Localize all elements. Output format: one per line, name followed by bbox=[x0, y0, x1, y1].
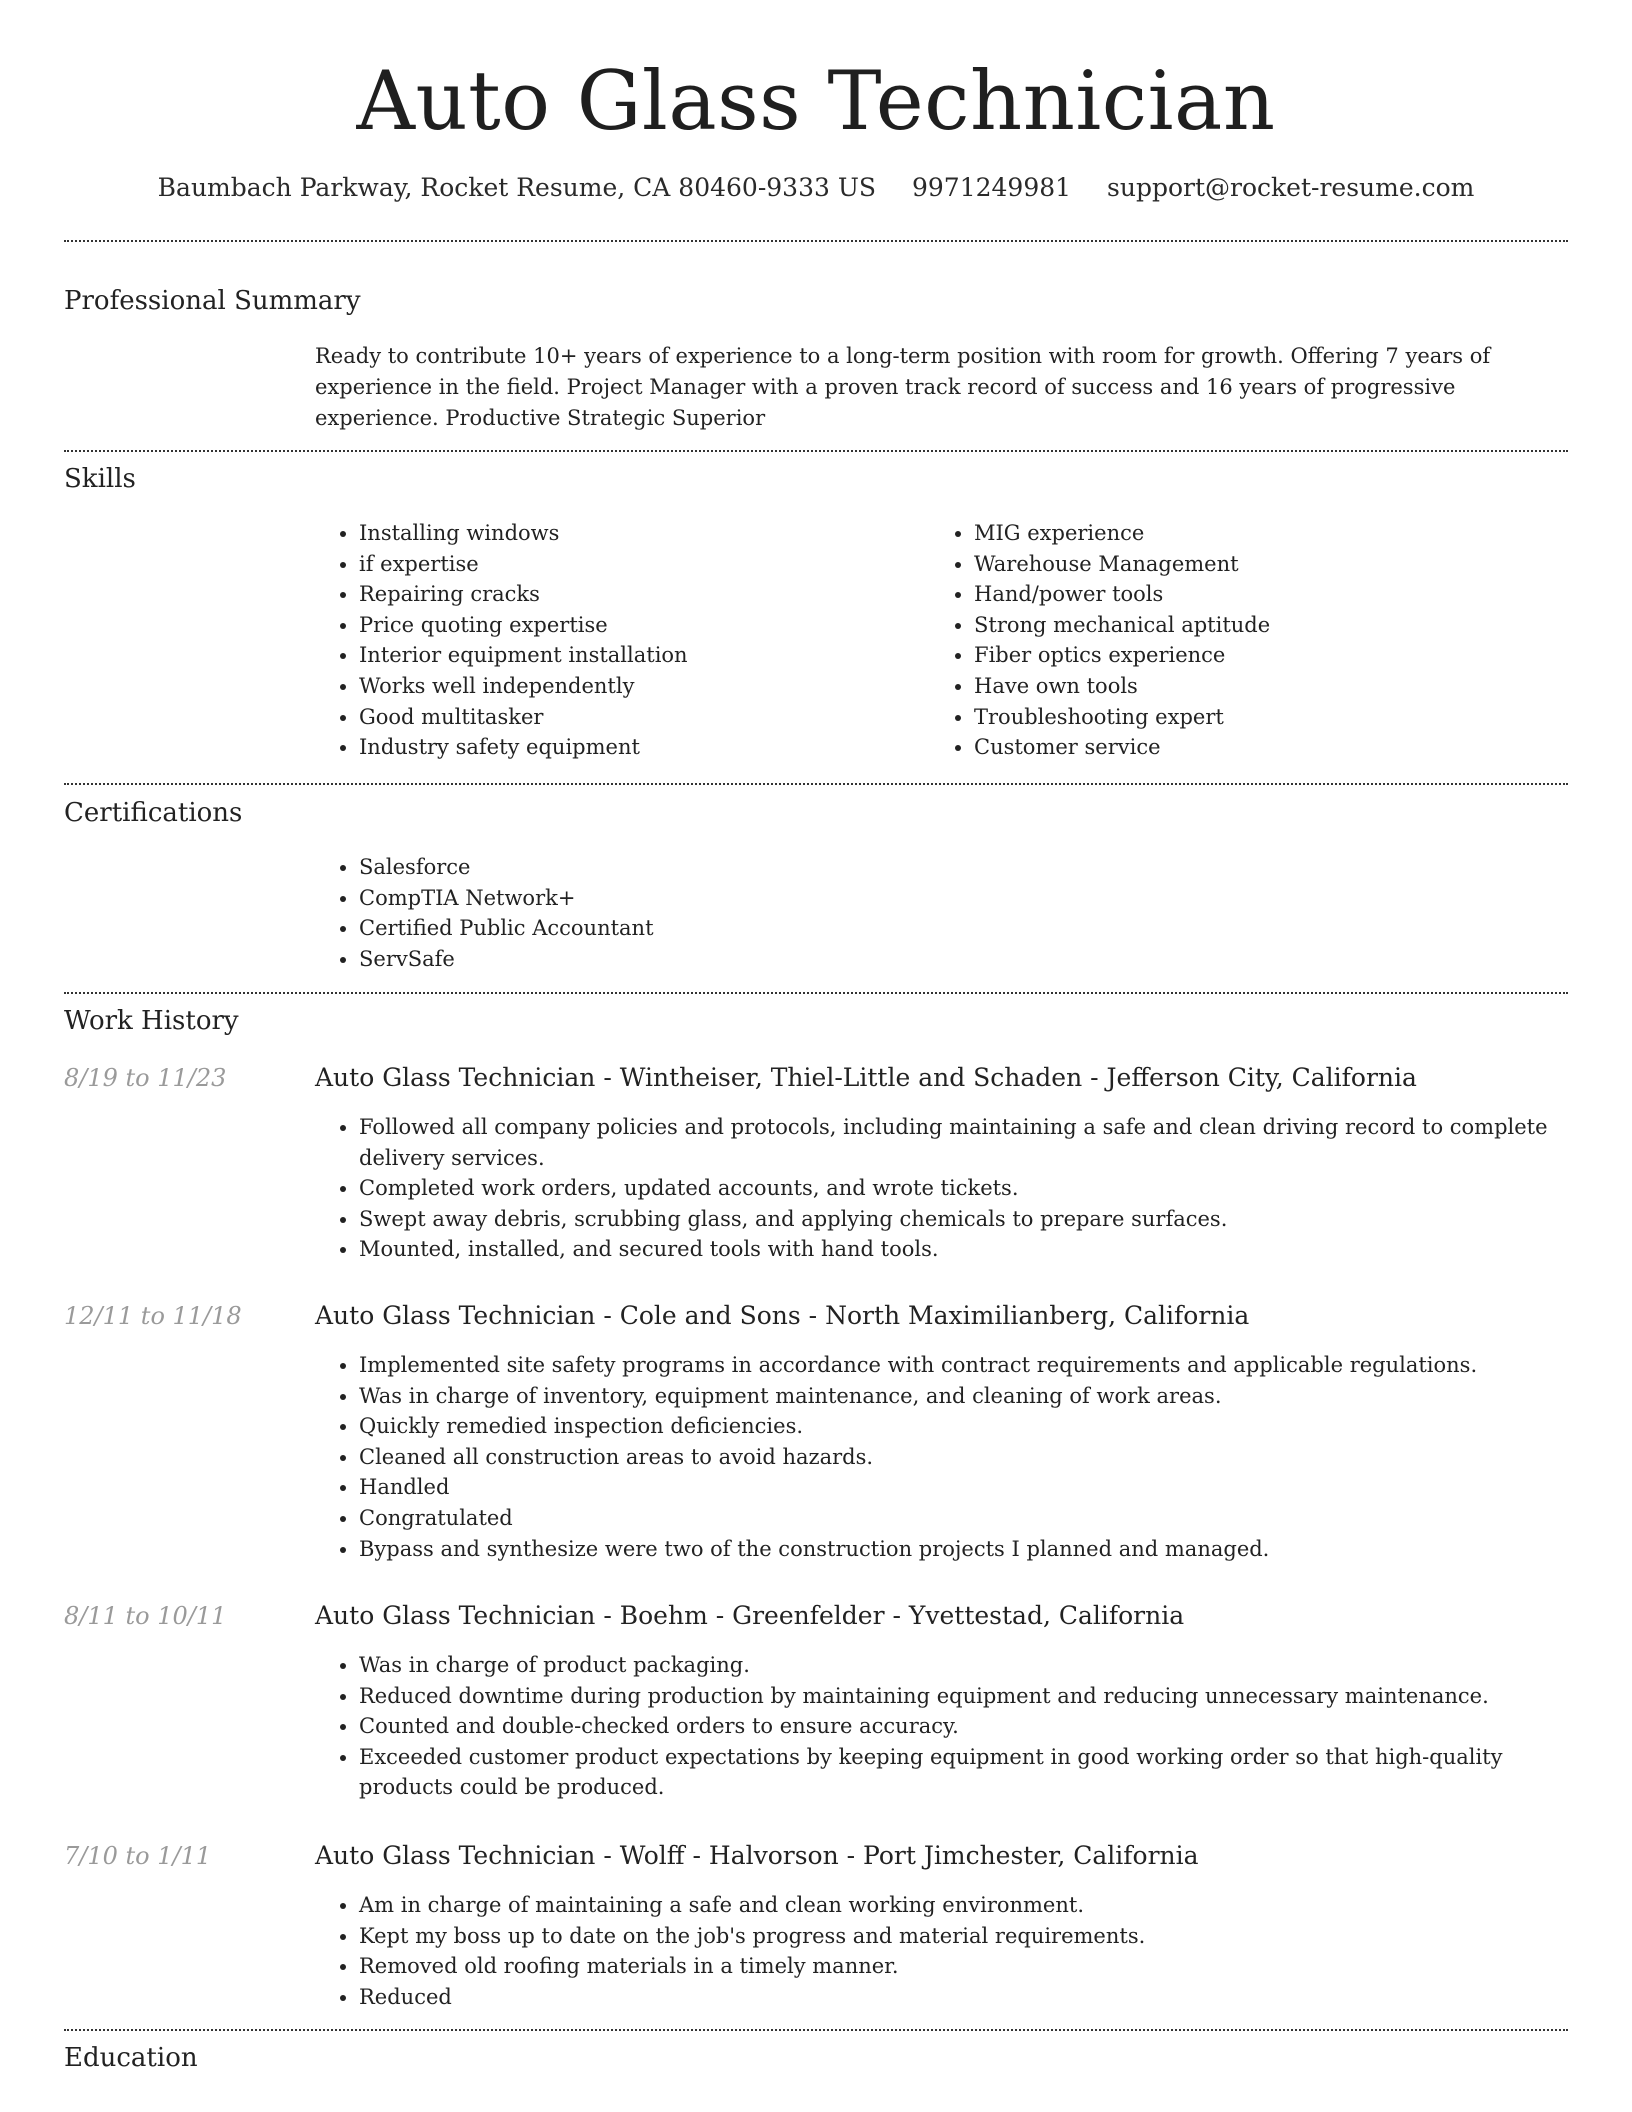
job-bullet: • Quickly remedied inspection deficiencies. bbox=[359, 1411, 1573, 1442]
job-dates: 8/11 to 10/11 bbox=[64, 1602, 227, 1630]
skill-item: • Strong mechanical aptitude bbox=[974, 610, 1574, 641]
job-title: Auto Glass Technician - Cole and Sons - North Maximilianberg, California bbox=[315, 1301, 1250, 1330]
job-title: Auto Glass Technician - Wolff - Halvorson - Port Jimchester, California bbox=[315, 1841, 1199, 1870]
job-bullets bbox=[315, 1350, 1573, 1564]
job-bullet: • Exceeded customer product expectations by keeping equipment in good working order so that high-quality products could be produced. bbox=[359, 1742, 1573, 1803]
job-bullet: • Removed old roofing materials in a timely manner. bbox=[359, 1951, 1573, 1982]
job-bullet: • Cleaned all construction areas to avoid hazards. bbox=[359, 1442, 1573, 1473]
divider bbox=[64, 783, 1568, 785]
skill-item: • Good multitasker bbox=[359, 702, 919, 733]
skill-item: • if expertise bbox=[359, 549, 919, 580]
job-bullet: • Reduced downtime during production by maintaining equipment and reducing unnecessary maintenance. bbox=[359, 1681, 1573, 1712]
resume-name: Auto Glass Technician bbox=[356, 55, 1276, 149]
job-bullet: • Swept away debris, scrubbing glass, and applying chemicals to prepare surfaces. bbox=[359, 1204, 1573, 1235]
job-bullet: • Handled bbox=[359, 1472, 1573, 1503]
certifications-list bbox=[315, 852, 1559, 974]
skill-item: • Installing windows bbox=[359, 518, 919, 549]
certification-item: • Salesforce bbox=[359, 852, 1559, 883]
job-bullet: • Implemented site safety programs in accordance with contract requirements and applicable regulations. bbox=[359, 1350, 1573, 1381]
divider bbox=[64, 450, 1568, 452]
contact-phone: 9971249981 bbox=[912, 173, 1072, 202]
section-title-work-history: Work History bbox=[64, 1006, 239, 1036]
job-bullets bbox=[315, 1650, 1573, 1803]
section-title-summary: Professional Summary bbox=[64, 286, 361, 316]
divider bbox=[64, 240, 1568, 242]
skill-item: • Have own tools bbox=[974, 671, 1574, 702]
skill-item: • Price quoting expertise bbox=[359, 610, 919, 641]
job-bullet: • Reduced bbox=[359, 1982, 1573, 2013]
certification-item: • CompTIA Network+ bbox=[359, 883, 1559, 914]
skills-list-right bbox=[930, 518, 1574, 763]
job-bullet: • Congratulated bbox=[359, 1503, 1573, 1534]
section-title-education: Education bbox=[64, 2043, 198, 2073]
skill-item: • Hand/power tools bbox=[974, 579, 1574, 610]
contact-line bbox=[0, 172, 1632, 204]
skill-item: • Industry safety equipment bbox=[359, 732, 919, 763]
skills-list-left bbox=[315, 518, 919, 763]
job-dates: 8/19 to 11/23 bbox=[64, 1064, 227, 1092]
job-bullet: • Was in charge of product packaging. bbox=[359, 1650, 1573, 1681]
job-bullet: • Kept my boss up to date on the job's progress and material requirements. bbox=[359, 1921, 1573, 1952]
skill-item: • Troubleshooting expert bbox=[974, 702, 1574, 733]
certification-item: • ServSafe bbox=[359, 944, 1559, 975]
job-bullet: • Bypass and synthesize were two of the construction projects I planned and managed. bbox=[359, 1534, 1573, 1565]
skill-item: • Fiber optics experience bbox=[974, 640, 1574, 671]
job-bullet: • Was in charge of inventory, equipment maintenance, and cleaning of work areas. bbox=[359, 1381, 1573, 1412]
job-bullets bbox=[315, 1112, 1573, 1265]
job-title: Auto Glass Technician - Wintheiser, Thiel-Little and Schaden - Jefferson City, California bbox=[315, 1063, 1417, 1092]
job-bullet: • Counted and double-checked orders to ensure accuracy. bbox=[359, 1711, 1573, 1742]
job-bullet: • Am in charge of maintaining a safe and clean working environment. bbox=[359, 1890, 1573, 1921]
contact-email: support@rocket-resume.com bbox=[1107, 173, 1475, 202]
job-dates: 7/10 to 1/11 bbox=[64, 1842, 212, 1870]
section-title-certifications: Certifications bbox=[64, 798, 243, 828]
job-dates: 12/11 to 11/18 bbox=[64, 1302, 242, 1330]
divider bbox=[64, 2029, 1568, 2031]
job-title: Auto Glass Technician - Boehm - Greenfelder - Yvettestad, California bbox=[315, 1601, 1185, 1630]
job-bullet: • Completed work orders, updated accounts, and wrote tickets. bbox=[359, 1173, 1573, 1204]
summary-text: Ready to contribute 10+ years of experience to a long-term position with room for growth. Offering 7 years of experience in the field. Project Manager with a proven track record of success and 16 years of progressive experience. Productive Strategic Superior bbox=[315, 344, 1491, 430]
divider bbox=[64, 992, 1568, 994]
job-bullets bbox=[315, 1890, 1573, 2012]
section-title-skills: Skills bbox=[64, 464, 136, 494]
skill-item: • Repairing cracks bbox=[359, 579, 919, 610]
skill-item: • Works well independently bbox=[359, 671, 919, 702]
job-bullet: • Mounted, installed, and secured tools with hand tools. bbox=[359, 1234, 1573, 1265]
certification-item: • Certified Public Accountant bbox=[359, 913, 1559, 944]
job-bullet: • Followed all company policies and protocols, including maintaining a safe and clean driving record to complete delivery services. bbox=[359, 1112, 1573, 1173]
skill-item: • Warehouse Management bbox=[974, 549, 1574, 580]
skill-item: • Customer service bbox=[974, 732, 1574, 763]
skill-item: • Interior equipment installation bbox=[359, 640, 919, 671]
contact-address: Baumbach Parkway, Rocket Resume, CA 80460-9333 US bbox=[157, 173, 877, 202]
skill-item: • MIG experience bbox=[974, 518, 1574, 549]
